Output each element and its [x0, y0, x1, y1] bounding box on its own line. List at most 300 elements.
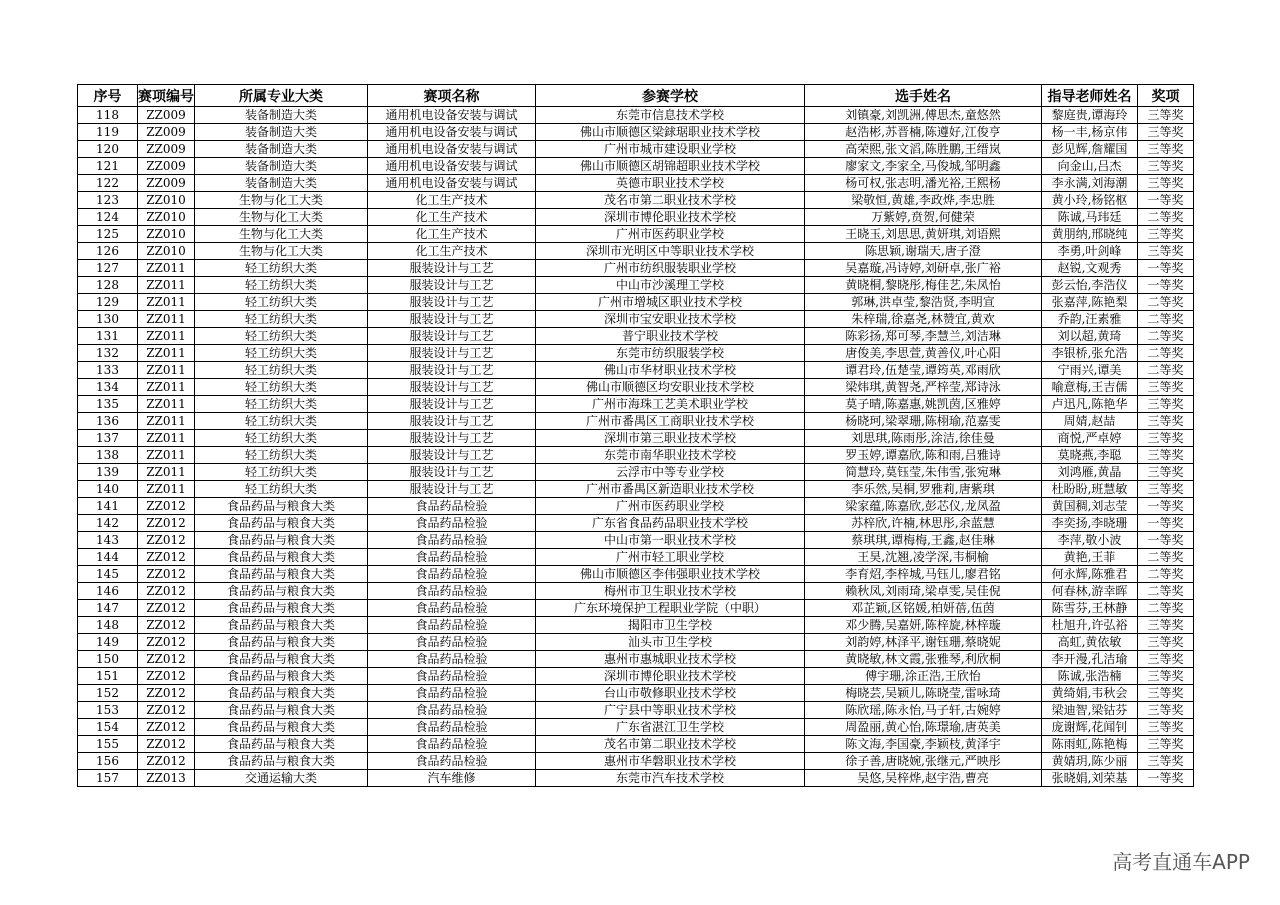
cell-instructors: 李开漫,孔洁瑜	[1042, 651, 1138, 668]
table-row	[78, 498, 1194, 515]
cell-index: 135	[78, 396, 138, 413]
cell-award: 三等奖	[1138, 464, 1194, 481]
cell-school: 广州市轻工职业学校	[536, 549, 805, 566]
cell-category: 生物与化工大类	[195, 226, 368, 243]
cell-instructors: 黄艳,王菲	[1042, 549, 1138, 566]
cell-instructors: 刘鸿雁,黄晶	[1042, 464, 1138, 481]
cell-category: 食品药品与粮食大类	[195, 651, 368, 668]
cell-school: 汕头市卫生学校	[536, 634, 805, 651]
cell-contestants: 吴嘉璇,冯诗婷,刘研卓,张广裕	[805, 260, 1042, 277]
cell-event-code: ZZ012	[138, 532, 195, 549]
cell-contestants: 赖秋凤,刘雨琦,梁卓雯,吴佳倪	[805, 583, 1042, 600]
cell-school: 深圳市光明区中等职业技术学校	[536, 243, 805, 260]
cell-school: 深圳市第三职业技术学校	[536, 430, 805, 447]
cell-index: 124	[78, 209, 138, 226]
table-row	[78, 447, 1194, 464]
cell-school: 广州市城市建设职业学校	[536, 141, 805, 158]
cell-category: 食品药品与粮食大类	[195, 600, 368, 617]
cell-index: 143	[78, 532, 138, 549]
cell-instructors: 莫晓燕,李聪	[1042, 447, 1138, 464]
table-row	[78, 600, 1194, 617]
cell-instructors: 杨一丰,杨京伟	[1042, 124, 1138, 141]
cell-award: 二等奖	[1138, 600, 1194, 617]
cell-index: 140	[78, 481, 138, 498]
cell-event-code: ZZ009	[138, 175, 195, 192]
table-row	[78, 192, 1194, 209]
table-row	[78, 770, 1194, 787]
cell-contestants: 吴悠,吴梓烨,赵宇浩,曹亮	[805, 770, 1042, 787]
cell-event-code: ZZ010	[138, 192, 195, 209]
cell-school: 茂名市第二职业技术学校	[536, 736, 805, 753]
cell-event-name: 服装设计与工艺	[368, 277, 536, 294]
cell-event-name: 通用机电设备安装与调试	[368, 141, 536, 158]
cell-award: 三等奖	[1138, 175, 1194, 192]
cell-contestants: 黄晓桐,黎晓彤,梅佳艺,朱凤怡	[805, 277, 1042, 294]
cell-instructors: 喻意梅,王吉儒	[1042, 379, 1138, 396]
cell-event-code: ZZ012	[138, 685, 195, 702]
cell-index: 144	[78, 549, 138, 566]
cell-contestants: 简慧玲,莫钰莹,朱伟雪,张宛琳	[805, 464, 1042, 481]
cell-category: 食品药品与粮食大类	[195, 549, 368, 566]
cell-category: 食品药品与粮食大类	[195, 515, 368, 532]
cell-award: 二等奖	[1138, 311, 1194, 328]
cell-category: 轻工纺织大类	[195, 396, 368, 413]
cell-event-code: ZZ012	[138, 600, 195, 617]
cell-instructors: 刘以超,黄琦	[1042, 328, 1138, 345]
cell-event-code: ZZ012	[138, 702, 195, 719]
cell-index: 148	[78, 617, 138, 634]
header-award: 奖项	[1138, 85, 1194, 107]
cell-instructors: 陈诚,张浩楠	[1042, 668, 1138, 685]
table-header-row	[78, 85, 1194, 107]
cell-instructors: 庞谢辉,花闻钊	[1042, 719, 1138, 736]
cell-school: 广州市增城区职业技术学校	[536, 294, 805, 311]
cell-contestants: 李乐然,吴桐,罗雅莉,唐紫琪	[805, 481, 1042, 498]
cell-school: 中山市第一职业技术学校	[536, 532, 805, 549]
cell-instructors: 李奕扬,李晓珊	[1042, 515, 1138, 532]
cell-event-code: ZZ012	[138, 753, 195, 770]
table-row	[78, 345, 1194, 362]
cell-contestants: 廖家文,李家全,马俊城,邹明鑫	[805, 158, 1042, 175]
table-row	[78, 226, 1194, 243]
cell-award: 二等奖	[1138, 583, 1194, 600]
cell-category: 食品药品与粮食大类	[195, 702, 368, 719]
cell-contestants: 邓芷颖,区铭媛,柏妍蓓,伍茵	[805, 600, 1042, 617]
cell-index: 137	[78, 430, 138, 447]
cell-school: 东莞市信息技术学校	[536, 107, 805, 124]
awards-table	[77, 84, 1194, 787]
cell-event-name: 食品药品检验	[368, 685, 536, 702]
header-category: 所属专业大类	[195, 85, 368, 107]
cell-index: 122	[78, 175, 138, 192]
cell-category: 轻工纺织大类	[195, 294, 368, 311]
cell-event-code: ZZ009	[138, 141, 195, 158]
cell-index: 127	[78, 260, 138, 277]
table-row	[78, 532, 1194, 549]
cell-contestants: 刘思琪,陈雨彤,涂洁,徐佳曼	[805, 430, 1042, 447]
cell-index: 152	[78, 685, 138, 702]
cell-school: 台山市敬修职业技术学校	[536, 685, 805, 702]
table-row	[78, 583, 1194, 600]
cell-award: 三等奖	[1138, 141, 1194, 158]
cell-award: 二等奖	[1138, 566, 1194, 583]
cell-instructors: 陈雪芬,王林静	[1042, 600, 1138, 617]
cell-category: 轻工纺织大类	[195, 430, 368, 447]
cell-school: 深圳市博伦职业技术学校	[536, 209, 805, 226]
cell-event-code: ZZ011	[138, 464, 195, 481]
cell-award: 三等奖	[1138, 226, 1194, 243]
cell-event-code: ZZ012	[138, 634, 195, 651]
cell-event-code: ZZ012	[138, 736, 195, 753]
cell-contestants: 徐子善,唐晓婉,张继元,严映彤	[805, 753, 1042, 770]
cell-index: 121	[78, 158, 138, 175]
cell-school: 梅州市卫生职业技术学校	[536, 583, 805, 600]
header-school: 参赛学校	[536, 85, 805, 107]
cell-contestants: 陈思颖,谢瑞天,唐子澄	[805, 243, 1042, 260]
table-row	[78, 175, 1194, 192]
cell-instructors: 乔韵,汪素雅	[1042, 311, 1138, 328]
cell-event-name: 化工生产技术	[368, 243, 536, 260]
cell-category: 轻工纺织大类	[195, 413, 368, 430]
cell-award: 三等奖	[1138, 481, 1194, 498]
table-row	[78, 719, 1194, 736]
cell-event-code: ZZ011	[138, 379, 195, 396]
table-row	[78, 158, 1194, 175]
cell-index: 123	[78, 192, 138, 209]
table-row	[78, 260, 1194, 277]
cell-school: 惠州市惠城职业技术学校	[536, 651, 805, 668]
cell-instructors: 李永满,刘海潮	[1042, 175, 1138, 192]
cell-index: 142	[78, 515, 138, 532]
cell-award: 三等奖	[1138, 753, 1194, 770]
cell-school: 广宁县中等职业技术学校	[536, 702, 805, 719]
cell-instructors: 赵锐,文观秀	[1042, 260, 1138, 277]
cell-award: 二等奖	[1138, 345, 1194, 362]
cell-contestants: 赵浩彬,苏晋楠,陈遵好,江俊亨	[805, 124, 1042, 141]
cell-contestants: 万紫婷,贲贺,何健荣	[805, 209, 1042, 226]
cell-category: 交通运输大类	[195, 770, 368, 787]
cell-index: 131	[78, 328, 138, 345]
table-row	[78, 651, 1194, 668]
cell-event-name: 服装设计与工艺	[368, 379, 536, 396]
cell-event-code: ZZ012	[138, 583, 195, 600]
cell-instructors: 梁迪智,梁钴芬	[1042, 702, 1138, 719]
cell-event-name: 食品药品检验	[368, 736, 536, 753]
table-row	[78, 362, 1194, 379]
cell-index: 155	[78, 736, 138, 753]
cell-index: 132	[78, 345, 138, 362]
cell-category: 轻工纺织大类	[195, 328, 368, 345]
cell-contestants: 罗玉婷,谭嘉欣,陈和雨,吕雅诗	[805, 447, 1042, 464]
cell-school: 广州市番禺区工商职业技术学校	[536, 413, 805, 430]
cell-event-name: 通用机电设备安装与调试	[368, 175, 536, 192]
cell-event-code: ZZ009	[138, 158, 195, 175]
cell-contestants: 杨可权,张志明,潘光裕,王熙杨	[805, 175, 1042, 192]
table-row	[78, 549, 1194, 566]
cell-contestants: 朱梓瑞,徐嘉尧,林赞宜,黄欢	[805, 311, 1042, 328]
cell-event-code: ZZ011	[138, 413, 195, 430]
cell-school: 广州市医药职业学校	[536, 498, 805, 515]
cell-contestants: 莫子晴,陈嘉惠,姚凯茵,区雅婷	[805, 396, 1042, 413]
cell-school: 普宁职业技术学校	[536, 328, 805, 345]
cell-event-name: 食品药品检验	[368, 753, 536, 770]
cell-award: 三等奖	[1138, 243, 1194, 260]
cell-instructors: 黄小玲,杨铭枢	[1042, 192, 1138, 209]
cell-event-code: ZZ011	[138, 362, 195, 379]
cell-contestants: 苏梓欣,许楠,林思彤,余蓝慧	[805, 515, 1042, 532]
cell-category: 装备制造大类	[195, 175, 368, 192]
table-row	[78, 243, 1194, 260]
cell-category: 食品药品与粮食大类	[195, 566, 368, 583]
cell-event-code: ZZ011	[138, 294, 195, 311]
cell-contestants: 王晓玉,刘思思,黄妍琪,刘语熙	[805, 226, 1042, 243]
cell-school: 深圳市博伦职业技术学校	[536, 668, 805, 685]
cell-event-code: ZZ011	[138, 260, 195, 277]
cell-contestants: 傅宇珊,涂正浩,王欣怡	[805, 668, 1042, 685]
cell-school: 英德市职业技术学校	[536, 175, 805, 192]
table-row	[78, 617, 1194, 634]
cell-event-name: 食品药品检验	[368, 549, 536, 566]
cell-event-code: ZZ010	[138, 209, 195, 226]
cell-instructors: 杜旭升,许弘裕	[1042, 617, 1138, 634]
cell-event-name: 服装设计与工艺	[368, 481, 536, 498]
cell-category: 生物与化工大类	[195, 192, 368, 209]
cell-instructors: 商悦,严卓婷	[1042, 430, 1138, 447]
cell-award: 一等奖	[1138, 532, 1194, 549]
cell-event-name: 服装设计与工艺	[368, 430, 536, 447]
cell-instructors: 李萍,敬小波	[1042, 532, 1138, 549]
cell-instructors: 何春林,游幸晖	[1042, 583, 1138, 600]
cell-school: 广东省湛江卫生学校	[536, 719, 805, 736]
cell-award: 二等奖	[1138, 294, 1194, 311]
cell-school: 广东省食品药品职业技术学校	[536, 515, 805, 532]
cell-award: 三等奖	[1138, 107, 1194, 124]
table-row	[78, 430, 1194, 447]
cell-award: 一等奖	[1138, 260, 1194, 277]
table-row	[78, 396, 1194, 413]
cell-award: 一等奖	[1138, 515, 1194, 532]
cell-category: 装备制造大类	[195, 107, 368, 124]
cell-event-name: 食品药品检验	[368, 668, 536, 685]
cell-index: 129	[78, 294, 138, 311]
cell-event-name: 食品药品检验	[368, 617, 536, 634]
cell-event-code: ZZ012	[138, 498, 195, 515]
cell-index: 128	[78, 277, 138, 294]
cell-award: 三等奖	[1138, 379, 1194, 396]
table-row	[78, 311, 1194, 328]
cell-index: 120	[78, 141, 138, 158]
cell-award: 三等奖	[1138, 396, 1194, 413]
table-row	[78, 515, 1194, 532]
cell-school: 佛山市顺德区梁銶琚职业技术学校	[536, 124, 805, 141]
cell-award: 三等奖	[1138, 719, 1194, 736]
cell-index: 130	[78, 311, 138, 328]
cell-event-code: ZZ011	[138, 430, 195, 447]
table-row	[78, 566, 1194, 583]
cell-event-name: 食品药品检验	[368, 702, 536, 719]
cell-school: 东莞市纺织服装学校	[536, 345, 805, 362]
cell-category: 食品药品与粮食大类	[195, 753, 368, 770]
cell-award: 二等奖	[1138, 362, 1194, 379]
cell-award: 三等奖	[1138, 617, 1194, 634]
cell-instructors: 李银桥,张允浩	[1042, 345, 1138, 362]
cell-school: 云浮市中等专业学校	[536, 464, 805, 481]
cell-contestants: 谭君玲,伍楚莹,谭筠英,邓雨欣	[805, 362, 1042, 379]
cell-contestants: 王昊,沈翘,凌学深,韦桐榆	[805, 549, 1042, 566]
cell-contestants: 陈彩扬,郑可琴,李慧兰,刘洁琳	[805, 328, 1042, 345]
cell-category: 轻工纺织大类	[195, 464, 368, 481]
cell-event-name: 服装设计与工艺	[368, 447, 536, 464]
table-row	[78, 464, 1194, 481]
cell-contestants: 邓少腾,吴嘉妍,陈梓旋,林梓璇	[805, 617, 1042, 634]
cell-index: 150	[78, 651, 138, 668]
cell-index: 141	[78, 498, 138, 515]
cell-school: 佛山市顺德区李伟强职业技术学校	[536, 566, 805, 583]
cell-school: 广州市纺织服装职业学校	[536, 260, 805, 277]
cell-category: 轻工纺织大类	[195, 362, 368, 379]
table-row	[78, 294, 1194, 311]
cell-instructors: 杜盼盼,班慧敏	[1042, 481, 1138, 498]
cell-event-code: ZZ011	[138, 481, 195, 498]
table-row	[78, 141, 1194, 158]
cell-instructors: 卢迅凡,陈艳华	[1042, 396, 1138, 413]
cell-category: 食品药品与粮食大类	[195, 532, 368, 549]
cell-event-name: 化工生产技术	[368, 209, 536, 226]
cell-category: 轻工纺织大类	[195, 481, 368, 498]
cell-award: 三等奖	[1138, 158, 1194, 175]
header-instructors: 指导老师姓名	[1042, 85, 1138, 107]
table-row	[78, 379, 1194, 396]
cell-award: 三等奖	[1138, 413, 1194, 430]
cell-award: 一等奖	[1138, 192, 1194, 209]
cell-category: 生物与化工大类	[195, 243, 368, 260]
cell-index: 133	[78, 362, 138, 379]
header-contestants: 选手姓名	[805, 85, 1042, 107]
cell-event-name: 服装设计与工艺	[368, 328, 536, 345]
cell-event-name: 化工生产技术	[368, 226, 536, 243]
cell-event-code: ZZ012	[138, 515, 195, 532]
cell-category: 轻工纺织大类	[195, 311, 368, 328]
cell-instructors: 陈诚,马玮廷	[1042, 209, 1138, 226]
cell-school: 东莞市汽车技术学校	[536, 770, 805, 787]
cell-event-name: 食品药品检验	[368, 651, 536, 668]
cell-contestants: 黄晓敏,林文霞,张雅琴,利欣桐	[805, 651, 1042, 668]
cell-school: 中山市沙溪理工学校	[536, 277, 805, 294]
cell-category: 装备制造大类	[195, 124, 368, 141]
cell-event-name: 通用机电设备安装与调试	[368, 158, 536, 175]
cell-category: 食品药品与粮食大类	[195, 685, 368, 702]
cell-school: 东莞市南华职业技术学校	[536, 447, 805, 464]
cell-index: 126	[78, 243, 138, 260]
cell-award: 三等奖	[1138, 634, 1194, 651]
cell-event-name: 服装设计与工艺	[368, 413, 536, 430]
cell-award: 三等奖	[1138, 702, 1194, 719]
cell-event-code: ZZ012	[138, 549, 195, 566]
cell-event-name: 食品药品检验	[368, 634, 536, 651]
table-row	[78, 481, 1194, 498]
cell-contestants: 李育炤,李梓城,马钰儿,廖君铭	[805, 566, 1042, 583]
cell-instructors: 彭云怡,李浩仪	[1042, 277, 1138, 294]
cell-event-code: ZZ012	[138, 668, 195, 685]
cell-school: 揭阳市卫生学校	[536, 617, 805, 634]
cell-category: 生物与化工大类	[195, 209, 368, 226]
cell-event-name: 食品药品检验	[368, 515, 536, 532]
cell-award: 三等奖	[1138, 668, 1194, 685]
cell-index: 151	[78, 668, 138, 685]
cell-index: 145	[78, 566, 138, 583]
cell-category: 食品药品与粮食大类	[195, 736, 368, 753]
cell-award: 二等奖	[1138, 549, 1194, 566]
cell-event-name: 服装设计与工艺	[368, 345, 536, 362]
table-row	[78, 685, 1194, 702]
cell-award: 三等奖	[1138, 430, 1194, 447]
table-row	[78, 413, 1194, 430]
cell-event-code: ZZ011	[138, 328, 195, 345]
cell-event-code: ZZ011	[138, 447, 195, 464]
cell-contestants: 周盈丽,黄心怡,陈璟瑜,唐英美	[805, 719, 1042, 736]
table-row	[78, 328, 1194, 345]
table-row	[78, 277, 1194, 294]
cell-school: 深圳市宝安职业技术学校	[536, 311, 805, 328]
cell-index: 119	[78, 124, 138, 141]
cell-category: 轻工纺织大类	[195, 260, 368, 277]
cell-contestants: 刘韵婷,林泽平,谢钰珊,蔡晓妮	[805, 634, 1042, 651]
cell-award: 二等奖	[1138, 209, 1194, 226]
cell-category: 轻工纺织大类	[195, 447, 368, 464]
cell-index: 125	[78, 226, 138, 243]
cell-category: 装备制造大类	[195, 141, 368, 158]
cell-category: 食品药品与粮食大类	[195, 617, 368, 634]
cell-index: 154	[78, 719, 138, 736]
cell-contestants: 唐俊美,李思萱,黄善仪,叶心阳	[805, 345, 1042, 362]
cell-contestants: 梅晓芸,吴颖儿,陈晓莹,雷咏琦	[805, 685, 1042, 702]
cell-award: 三等奖	[1138, 124, 1194, 141]
table-row	[78, 736, 1194, 753]
cell-index: 149	[78, 634, 138, 651]
cell-contestants: 蔡琪琪,谭梅梅,王鑫,赵佳琳	[805, 532, 1042, 549]
cell-instructors: 黄国稠,刘志莹	[1042, 498, 1138, 515]
cell-event-code: ZZ010	[138, 226, 195, 243]
cell-category: 装备制造大类	[195, 158, 368, 175]
cell-instructors: 陈雨虹,陈艳梅	[1042, 736, 1138, 753]
cell-index: 157	[78, 770, 138, 787]
cell-category: 食品药品与粮食大类	[195, 498, 368, 515]
cell-event-code: ZZ011	[138, 345, 195, 362]
cell-contestants: 梁家蕴,陈嘉欣,彭芯仪,龙凤盈	[805, 498, 1042, 515]
cell-event-code: ZZ009	[138, 124, 195, 141]
cell-contestants: 陈文海,李国豪,李颖枝,黄泽宇	[805, 736, 1042, 753]
cell-instructors: 李勇,叶剑峰	[1042, 243, 1138, 260]
cell-event-code: ZZ011	[138, 277, 195, 294]
cell-school: 惠州市华磐职业技术学校	[536, 753, 805, 770]
header-event-name: 赛项名称	[368, 85, 536, 107]
cell-event-name: 汽车维修	[368, 770, 536, 787]
cell-contestants: 梁敬恒,黄雄,李政烨,李忠胜	[805, 192, 1042, 209]
cell-category: 轻工纺织大类	[195, 379, 368, 396]
table-row	[78, 634, 1194, 651]
cell-school: 广州市海珠工艺美术职业学校	[536, 396, 805, 413]
cell-event-name: 服装设计与工艺	[368, 294, 536, 311]
cell-award: 一等奖	[1138, 277, 1194, 294]
cell-school: 广东环境保护工程职业学院（中职）	[536, 600, 805, 617]
cell-school: 佛山市顺德区均安职业技术学校	[536, 379, 805, 396]
cell-school: 茂名市第二职业技术学校	[536, 192, 805, 209]
cell-award: 一等奖	[1138, 498, 1194, 515]
cell-school: 广州市番禺区新造职业技术学校	[536, 481, 805, 498]
cell-event-name: 服装设计与工艺	[368, 464, 536, 481]
cell-event-name: 服装设计与工艺	[368, 311, 536, 328]
cell-category: 食品药品与粮食大类	[195, 719, 368, 736]
